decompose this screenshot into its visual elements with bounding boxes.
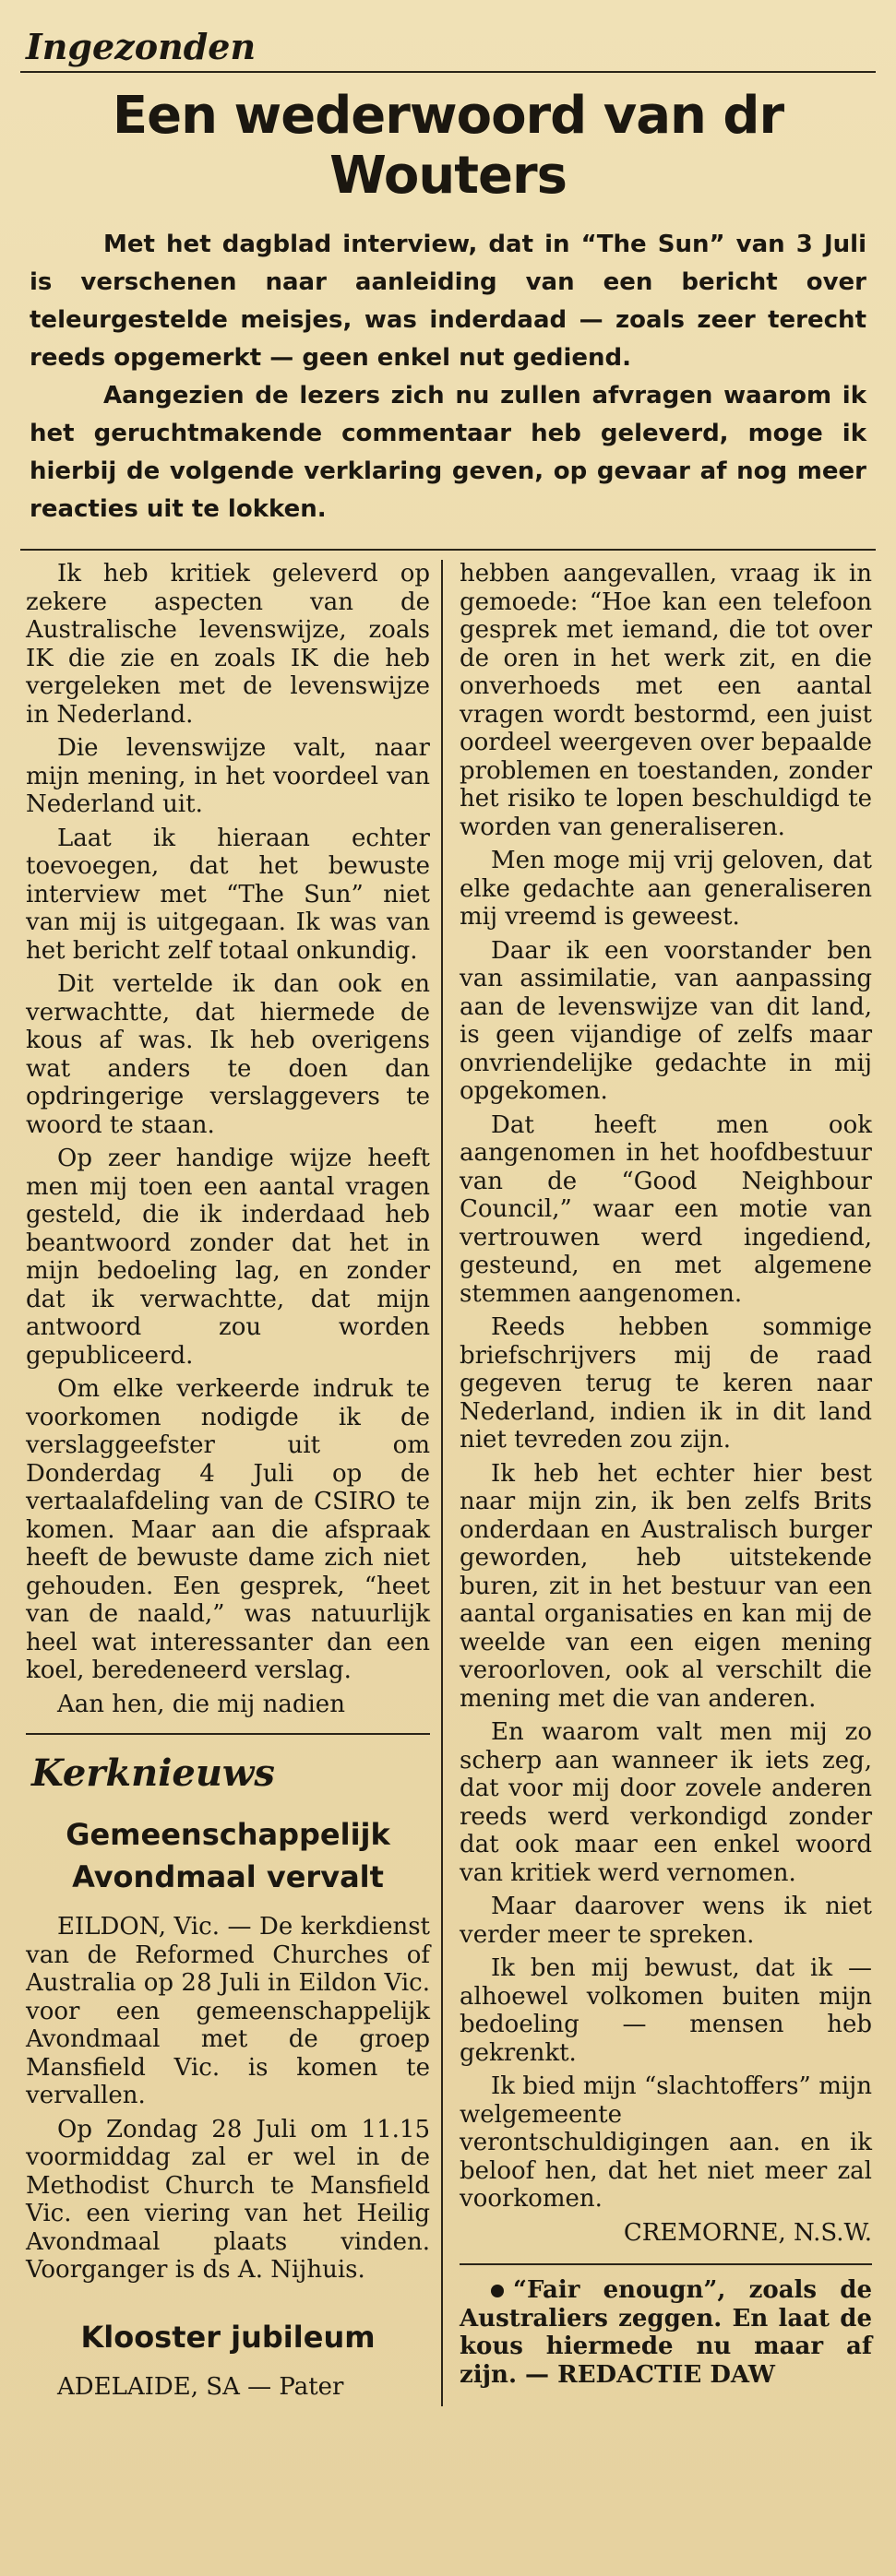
right-column [443,560,876,2406]
body-paragraph: Men moge mij vrij geloven, dat elke gedachte aan generaliseren mij vreemd is geweest. [460,847,872,931]
article1-headline-line: Avondmaal vervalt [72,1859,384,1894]
body-paragraph: Dat heeft men ook aangenomen in het hoofdbestuur van de “Good Neighbour Council,” waar een motie van vertrouwen werd ingediend, gesteund, en met algemene stemmen aangenomen. [460,1110,872,1308]
body-paragraph: Om elke verkeerde indruk te voorkomen nodigde ik de verslaggeefster uit om Donderdag 4 Juli op de vertaalafdeling van de CSIRO te komen. Maar aan die afspraak heeft de bewuste dame zich niet gehouden. Een gesprek, “heet van de naald,” was natuurlijk heel wat interessanter dan een koel, beredeneerd verslag. [26,1375,430,1684]
body-paragraph: Op Zondag 28 Juli om 11.15 voormiddag zal er wel in de Methodist Church te Mansfield Vic. een viering van het Heilig Avondmaal plaats vinden. Voorganger is ds A. Nijhuis. [26,2115,430,2284]
article-intro [20,226,876,551]
section-kicker: Ingezonden [26,26,257,67]
intro-paragraph: Aangezien de lezers zich nu zullen afvragen waarom ik het geruchtmakende commentaar heb geleverd, moge ik hierbij de volgende verklaring geven, op gevaar af nog meer reacties uit te lokken. [30,382,866,523]
body-paragraph: Ik bied mijn “slachtoffers” mijn welgemeente verontschuldigingen aan. en ik beloof hen, dat het niet meer zal voorkomen. [460,2072,872,2213]
body-paragraph: Aan hen, die mij nadien [57,1690,345,1718]
body-paragraph: Ik ben mij bewust, dat ik — alhoewel volkomen buiten mijn bedoeling — mensen heb gekrenkt. [460,1954,872,2067]
article-headline: Een wederwoord van dr Wouters [112,86,784,206]
article-columns [20,560,876,2406]
body-paragraph: En waarom valt men mij zo scherp aan wanneer ik iets zeg, dat voor mij door zovele anderen reeds werd verkondigd zonder dat ook maar een enkel woord van kritiek werd vernomen. [460,1718,872,1887]
body-paragraph: Dit vertelde ik dan ook en verwachtte, dat hiermede de kous af was. Ik heb overigens wat anders te doen dan opdringerige verslaggevers te woord te staan. [26,970,430,1139]
body-paragraph: hebben aangevallen, vraag ik in gemoede: “Hoe kan een telefoon gesprek met iemand, die tot over de oren in het werk zit, en die onverhoeds met een aantal vragen wordt bestormd, een juist oordeel weergeven over bepaalde problemen en toestanden, zonder het risiko te lopen beschuldigd te worden van generaliseren. [460,560,872,841]
bullet-icon [491,2285,504,2297]
body-paragraph: EILDON, Vic. — De kerkdienst van de Reformed Churches of Australia op 28 Juli in Eildon Vic. voor een gemeenschappelijk Avondmaal met de groep Mansfield Vic. is komen te vervallen. [26,1913,430,2109]
kicker-rule [20,71,876,73]
article1-headline [26,1813,430,1898]
editor-note-box [460,2263,872,2389]
editor-note-text: “Fair enougn”, zoals de Australiers zeggen. En laat de kous hiermede nu maar af zijn. — REDACTIE DAW [460,2276,872,2389]
section-divider [26,1733,430,1735]
body-paragraph: Ik heb kritiek geleverd op zekere aspecten van de Australische levenswijze, zoals IK die zie en zoals IK die heb vergeleken met de levenswijze in Nederland. [26,560,430,729]
author-signature: CREMORNE, N.S.W. [623,2218,872,2247]
left-column [20,560,443,2406]
body-paragraph: ADELAIDE, SA — Pater [57,2372,344,2401]
body-paragraph: Daar ik een voorstander ben van assimilatie, van aanpassing aan de levenswijze van dit land, is geen vijandige of zelfs maar onvriendelijke gedachte in mij opgekomen. [460,936,872,1105]
article1-headline-line: Gemeenschappelijk [66,1817,390,1852]
body-paragraph: Ik heb het echter hier best naar mijn zin, ik ben zelfs Brits onderdaan en Australisch burger geworden, heb uitstekende buren, zit in het bestuur van een aantal organisaties en kan mij de weelde van een eigen mening veroorloven, ook al verschilt die mening met die van anderen. [460,1459,872,1713]
intro-paragraph: Met het dagblad interview, dat in “The Sun” van 3 Juli is verschenen naar aanleiding van een bericht over teleurgestelde meisjes, was inderdaad — zoals zeer terecht reeds opgemerkt — geen enkel nut gediend. [30,231,866,372]
body-paragraph: Reeds hebben sommige briefschrijvers mij de raad gegeven terug te keren naar Nederland, indien ik in dit land niet tevreden zou zijn. [460,1313,872,1454]
section-title: Kerknieuws [31,1751,275,1795]
article2-headline: Klooster jubileum [80,2319,376,2355]
body-paragraph: Maar daarover wens ik niet verder meer te spreken. [460,1893,872,1949]
body-paragraph: Die levenswijze valt, naar mijn mening, in het voordeel van Nederland uit. [26,734,430,818]
body-paragraph: Op zeer handige wijze heeft men mij toen een aantal vragen gesteld, die ik inderdaad heb beantwoord zonder dat het in mijn bedoeling lag, en zonder dat ik verwachtte, dat mijn antwoord zou worden gepubliceerd. [26,1145,430,1370]
body-paragraph: Laat ik hieraan echter toevoegen, dat het bewuste interview met “The Sun” niet van mij is uitgegaan. Ik was van het bericht zelf totaal onkundig. [26,824,430,965]
editor-note [460,2276,872,2389]
